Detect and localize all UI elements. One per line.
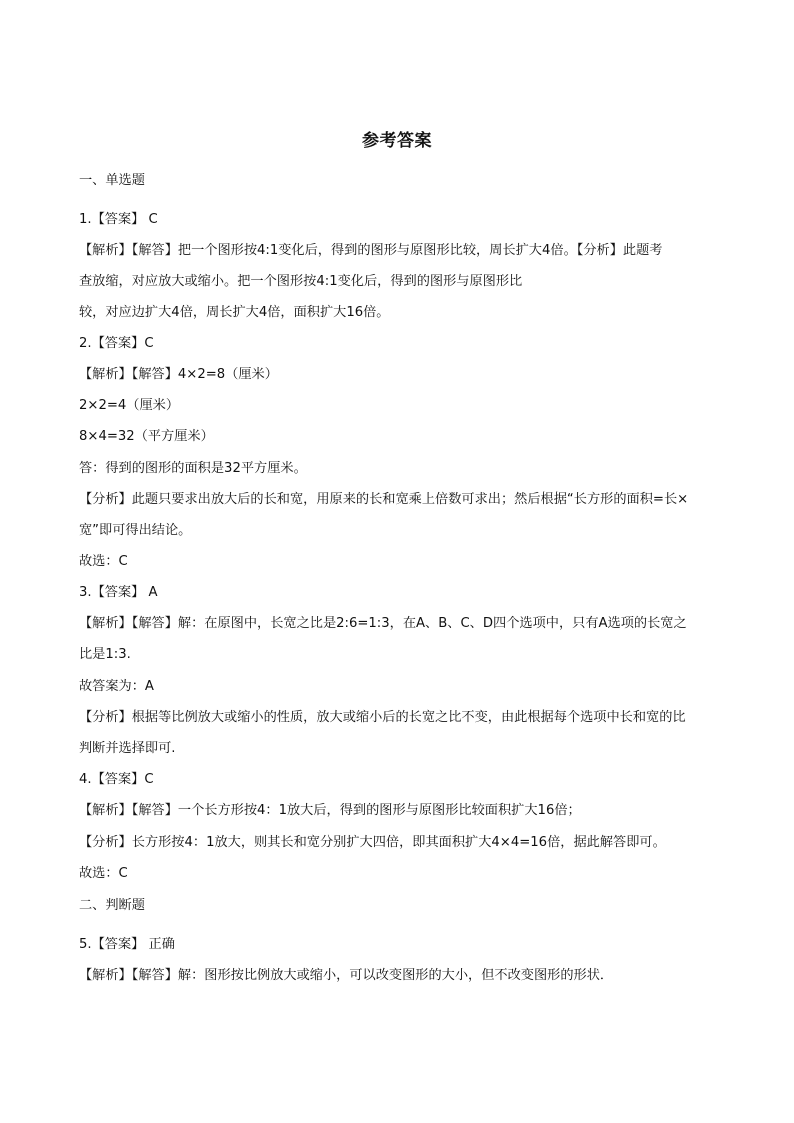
analysis-line-q3-3: 【分析】根据等比例放大或缩小的性质，放大或缩小后的长宽之比不变，由此根据每个选项中长和宽的比 [79, 710, 686, 725]
section-heading-single-choice: 一、单选题 [79, 173, 145, 188]
answer-line-q2: 2.【答案】C [79, 336, 154, 351]
analysis-line-q2-5: 【分析】此题只要求出放大后的长和宽，用原来的长和宽乘上倍数可求出；然后根据“长方形的面积=长× [79, 492, 689, 507]
analysis-line-q3-2: 比是1:3. [79, 647, 131, 662]
analysis-line-q2-6: 宽”即可得出结论。 [79, 523, 192, 538]
conclusion-line-q4: 故选：C [79, 866, 128, 881]
conclusion-line-q3: 故答案为：A [79, 679, 154, 694]
analysis-line-q5-1: 【解析】【解答】解：图形按比例放大或缩小，可以改变图形的大小，但不改变图形的形状． [79, 968, 614, 983]
conclusion-line-q2: 故选：C [79, 554, 128, 569]
analysis-line-q3-1: 【解析】【解答】解：在原图中，长宽之比是2:6=1:3，在A、B、C、D四个选项中，只有A选项的长宽之 [79, 616, 687, 631]
answer-line-q5: 5.【答案】 正确 [79, 937, 175, 952]
answer-line-q3: 3.【答案】 A [79, 585, 158, 600]
analysis-line-q3-4: 判断并选择即可. [79, 741, 176, 756]
analysis-line-q1-1: 【解析】【解答】把一个图形按4:1变化后，得到的图形与原图形比较，周长扩大4倍。【分析】此题考 [79, 243, 663, 258]
analysis-line-q2-4: 答：得到的图形的面积是32平方厘米。 [79, 461, 307, 476]
analysis-line-q4-1: 【解析】【解答】一个长方形按4：1放大后，得到的图形与原图形比较面积扩大16倍； [79, 803, 581, 818]
analysis-line-q4-2: 【分析】长方形按4：1放大，则其长和宽分别扩大四倍，即其面积扩大4×4=16倍，据此解答即可。 [79, 835, 666, 850]
section-heading-true-false: 二、判断题 [79, 898, 145, 913]
page-title: 参考答案 [362, 131, 432, 151]
analysis-line-q1-2: 查放缩，对应放大或缩小。把一个图形按4:1变化后，得到的图形与原图形比 [79, 274, 523, 289]
answer-line-q4: 4.【答案】C [79, 772, 154, 787]
analysis-line-q1-3: 较，对应边扩大4倍，周长扩大4倍，面积扩大16倍。 [79, 305, 390, 320]
analysis-line-q2-3: 8×4=32（平方厘米） [79, 429, 214, 444]
analysis-line-q2-2: 2×2=4（厘米） [79, 398, 180, 413]
analysis-line-q2-1: 【解析】【解答】4×2=8（厘米） [79, 367, 278, 382]
answer-line-q1: 1.【答案】 C [79, 212, 158, 227]
